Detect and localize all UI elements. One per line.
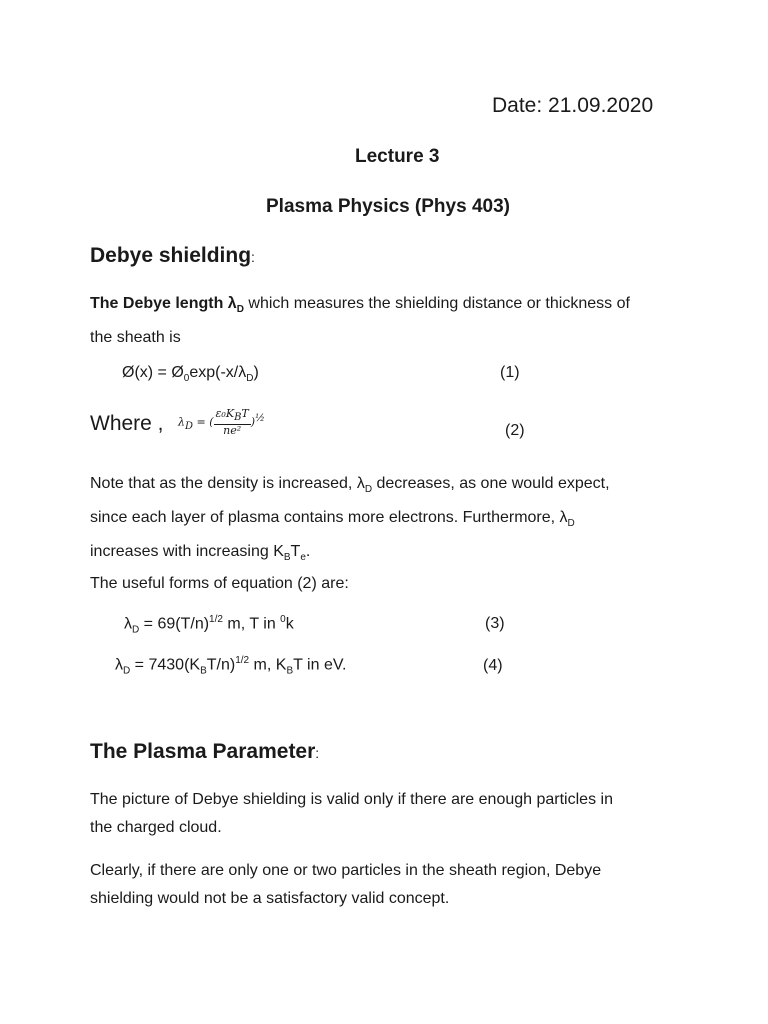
formula-num-t: T xyxy=(241,407,249,420)
debye-length-intro xyxy=(90,290,630,352)
eq3-sup: 1/2 xyxy=(209,614,223,625)
plasma-heading-colon: : xyxy=(315,745,320,761)
formula-fraction xyxy=(214,408,251,437)
note-l1-a: Note that as the density is increased, λ xyxy=(90,475,365,492)
eq3-b: = 69(T/n) xyxy=(139,615,210,633)
eq1-part-c: ) xyxy=(253,364,259,381)
eq4-sub2: B xyxy=(200,665,207,677)
note-l3-sub1: B xyxy=(283,552,291,564)
p5-line-1: Clearly, if there are only one or two particles in the sheath region, Debye xyxy=(90,862,602,879)
note-line-1 xyxy=(90,470,610,504)
eq4-b: = 7430(K xyxy=(130,656,201,674)
eq4-sub3: B xyxy=(286,665,294,677)
p4-line-1: The picture of Debye shielding is valid only if there are enough particles in xyxy=(90,791,613,808)
eq1-part-b: exp(-x/λ xyxy=(189,364,247,381)
eq4-c: T/n) xyxy=(206,656,236,674)
equation-2-number: (2) xyxy=(505,422,525,439)
formula-lhs-sub: D xyxy=(184,420,194,432)
formula-eq: = ( xyxy=(193,415,214,429)
intro-line-2: the sheath is xyxy=(90,329,181,347)
intro-rest: which measures the shielding distance or thickness of xyxy=(243,295,630,312)
plasma-parameter-heading xyxy=(90,740,319,764)
date-line: Date: 21.09.2020 xyxy=(492,94,654,117)
formula-denominator: ne² xyxy=(223,424,242,438)
course-title: Plasma Physics (Phys 403) xyxy=(266,196,510,217)
eq3-a: λ xyxy=(124,615,132,633)
where-label: Where , xyxy=(90,412,164,435)
equation-3 xyxy=(124,614,294,636)
equation-3-number: (3) xyxy=(485,615,505,632)
formula-numerator xyxy=(214,408,251,425)
note-l3-a: increases with increasing K xyxy=(90,543,284,561)
note-line-2 xyxy=(90,504,610,538)
note-l1-sub: D xyxy=(364,484,373,496)
note-l3-sub2: e xyxy=(300,552,306,564)
eq4-d: m, K xyxy=(249,656,287,674)
formula-num-sub: B xyxy=(234,412,242,424)
p4-line-2: the charged cloud. xyxy=(90,819,222,836)
note-l1-b: decreases, as one would expect, xyxy=(372,475,610,492)
eq3-sub: D xyxy=(132,624,140,636)
equation-1-number: (1) xyxy=(500,364,520,381)
density-note xyxy=(90,470,610,573)
eq4-a: λ xyxy=(115,656,123,674)
formula-num-text: ε₀K xyxy=(215,407,235,420)
eq3-sup2: 0 xyxy=(280,614,286,625)
eq4-sup: 1/2 xyxy=(235,655,250,666)
formula-lhs: λ xyxy=(178,415,185,429)
note-line-3 xyxy=(90,538,610,572)
note-l2-sub: D xyxy=(567,518,575,530)
equation-4 xyxy=(115,655,346,677)
equation-4-number: (4) xyxy=(483,657,503,674)
plasma-paragraph-2 xyxy=(90,857,601,913)
intro-line-1 xyxy=(90,290,630,324)
p5-line-2: shielding would not be a satisfactory valid concept. xyxy=(90,890,450,907)
note-l2-a: since each layer of plasma contains more electrons. Furthermore, λ xyxy=(90,509,568,527)
eq4-e: T in eV. xyxy=(293,656,347,674)
intro-bold-term xyxy=(90,295,244,316)
lecture-title: Lecture 3 xyxy=(355,146,440,167)
eq3-d: k xyxy=(285,615,294,633)
eq4-sub: D xyxy=(123,665,131,677)
debye-length-formula xyxy=(178,408,265,437)
intro-bold-text: The Debye length λ xyxy=(90,295,237,312)
eq1-sub-0: 0 xyxy=(183,373,190,385)
useful-forms-text: The useful forms of equation (2) are: xyxy=(90,575,349,592)
note-l3-c: . xyxy=(305,543,311,561)
debye-shielding-heading xyxy=(90,244,255,268)
debye-heading-text: Debye shielding xyxy=(90,244,252,267)
note-l3-b: T xyxy=(290,543,301,561)
eq1-part-a: Ø(x) = Ø xyxy=(122,364,184,381)
equation-1 xyxy=(122,364,259,384)
plasma-heading-text: The Plasma Parameter xyxy=(90,740,316,763)
eq3-c: m, T in xyxy=(222,615,281,633)
formula-exponent: ½ xyxy=(255,412,265,424)
eq1-sub-d: D xyxy=(246,373,254,385)
intro-bold-sub: D xyxy=(236,304,244,316)
plasma-paragraph-1 xyxy=(90,786,613,842)
formula-close: ) xyxy=(250,415,256,429)
debye-heading-colon: : xyxy=(251,249,255,265)
